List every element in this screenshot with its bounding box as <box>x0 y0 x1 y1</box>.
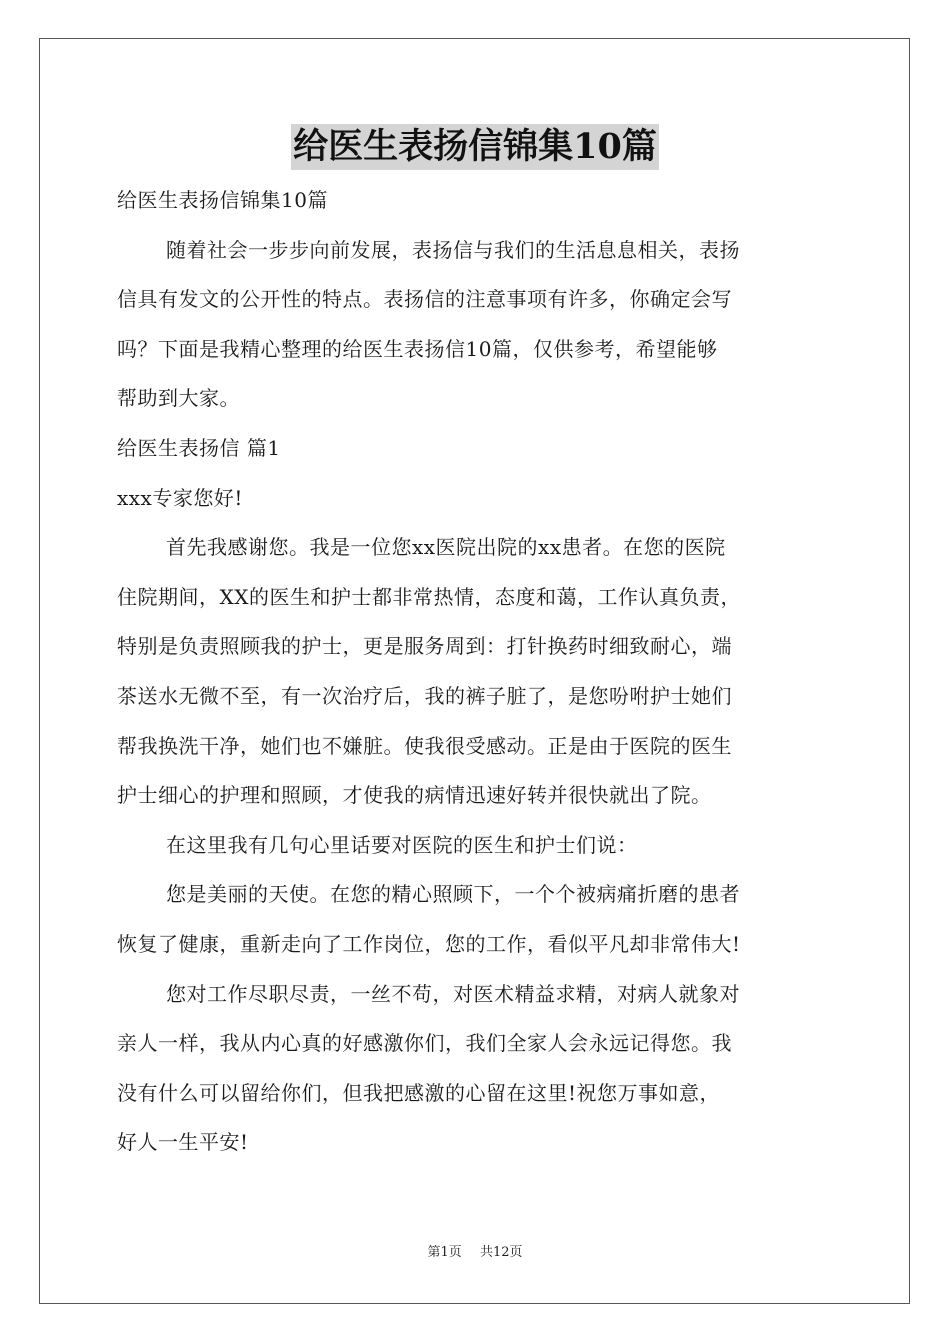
page-number-current: 第1页 <box>427 1245 462 1260</box>
text-line: 信具有发文的公开性的特点。表扬信的注意事项有许多，你确定会写 <box>117 287 732 312</box>
text-line: 给医生表扬信 篇1 <box>117 435 281 460</box>
text-line: 帮我换洗干净，她们也不嫌脏。使我很受感动。正是由于医院的医生 <box>117 733 732 758</box>
text-line: 恢复了健康，重新走向了工作岗位，您的工作，看似平凡却非常伟大! <box>117 931 741 956</box>
page-footer <box>0 1244 950 1262</box>
page-number-total: 共12页 <box>479 1245 523 1260</box>
text-line: 特别是负责照顾我的护士，更是服务周到：打针换药时细致耐心，端 <box>117 634 732 659</box>
text-line: 吗？下面是我精心整理的给医生表扬信10篇，仅供参考，希望能够 <box>117 336 718 361</box>
text-line: 随着社会一步步向前发展，表扬信与我们的生活息息相关，表扬 <box>166 237 740 262</box>
text-line: 您是美丽的天使。在您的精心照顾下，一个个被病痛折磨的患者 <box>166 882 740 907</box>
document-body <box>117 176 837 1168</box>
text-line: 您对工作尽职尽责，一丝不苟，对医术精益求精，对病人就象对 <box>166 981 740 1006</box>
text-line: 茶送水无微不至，有一次治疗后，我的裤子脏了，是您吩咐护士她们 <box>117 683 732 708</box>
text-line: 在这里我有几句心里话要对医院的医生和护士们说： <box>166 832 638 857</box>
title-container <box>0 124 950 170</box>
text-line: xxx专家您好! <box>117 485 243 510</box>
text-line: 帮助到大家。 <box>117 386 240 411</box>
text-line: 亲人一样，我从内心真的好感激你们，我们全家人会永远记得您。我 <box>117 1031 732 1056</box>
text-line: 好人一生平安! <box>117 1130 249 1155</box>
text-line: 没有什么可以留给你们，但我把感激的心留在这里!祝您万事如意， <box>117 1080 721 1105</box>
text-line: 护士细心的护理和照顾，才使我的病情迅速好转并很快就出了院。 <box>117 783 712 808</box>
text-line: 给医生表扬信锦集10篇 <box>117 188 328 212</box>
text-line: 首先我感谢您。我是一位您xx医院出院的xx患者。在您的医院 <box>166 535 726 560</box>
text-line: 住院期间，XX的医生和护士都非常热情，态度和蔼，工作认真负责， <box>117 584 741 609</box>
document-title: 给医生表扬信锦集10篇 <box>291 124 659 170</box>
